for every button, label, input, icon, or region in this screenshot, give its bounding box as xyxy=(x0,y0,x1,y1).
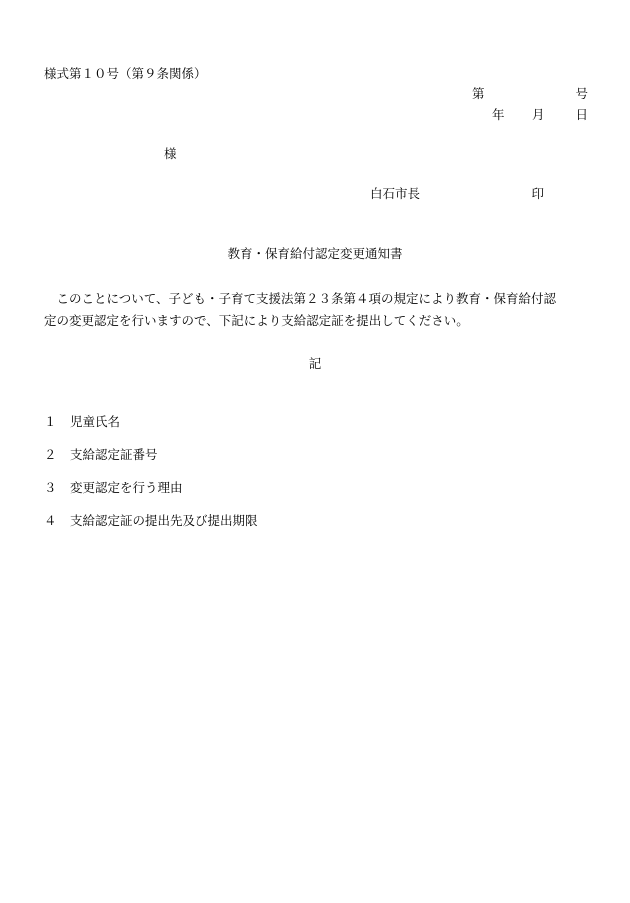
item-label: 支給認定証の提出先及び提出期限 xyxy=(70,513,258,528)
document-title: 教育・保育給付認定変更通知書 xyxy=(227,246,403,261)
item-label: 児童氏名 xyxy=(70,414,121,429)
number-suffix: 号 xyxy=(575,86,588,101)
item-number: ２ xyxy=(44,447,57,462)
body-line-1: このことについて、子ども・子育て支援法第２３条第４項の規定により教育・保育給付認 xyxy=(56,291,557,306)
list-item xyxy=(44,447,258,480)
item-label: 支給認定証番号 xyxy=(70,447,158,462)
document-date xyxy=(492,107,588,123)
item-label: 変更認定を行う理由 xyxy=(70,480,183,495)
issuer xyxy=(370,186,544,202)
date-year: 年 xyxy=(492,107,505,122)
body-line-2: 定の変更認定を行いますので、下記により支給認定証を提出してください。 xyxy=(44,313,469,328)
item-number: １ xyxy=(44,414,57,429)
seal-mark: 印 xyxy=(531,186,544,201)
item-number: ３ xyxy=(44,480,57,495)
form-id: 様式第１０号（第９条関係） xyxy=(44,66,207,81)
list-item xyxy=(44,480,258,513)
date-day: 日 xyxy=(575,107,588,122)
addressee-honorific: 様 xyxy=(164,146,177,161)
number-prefix: 第 xyxy=(472,86,485,101)
list-item xyxy=(44,414,258,447)
document-number xyxy=(472,86,588,102)
item-number: ４ xyxy=(44,513,57,528)
list-item xyxy=(44,513,258,546)
ki-heading: 記 xyxy=(308,356,322,371)
body-paragraph xyxy=(44,288,588,332)
issuer-name: 白石市長 xyxy=(370,186,421,201)
item-list xyxy=(44,414,258,546)
date-month: 月 xyxy=(532,107,545,122)
